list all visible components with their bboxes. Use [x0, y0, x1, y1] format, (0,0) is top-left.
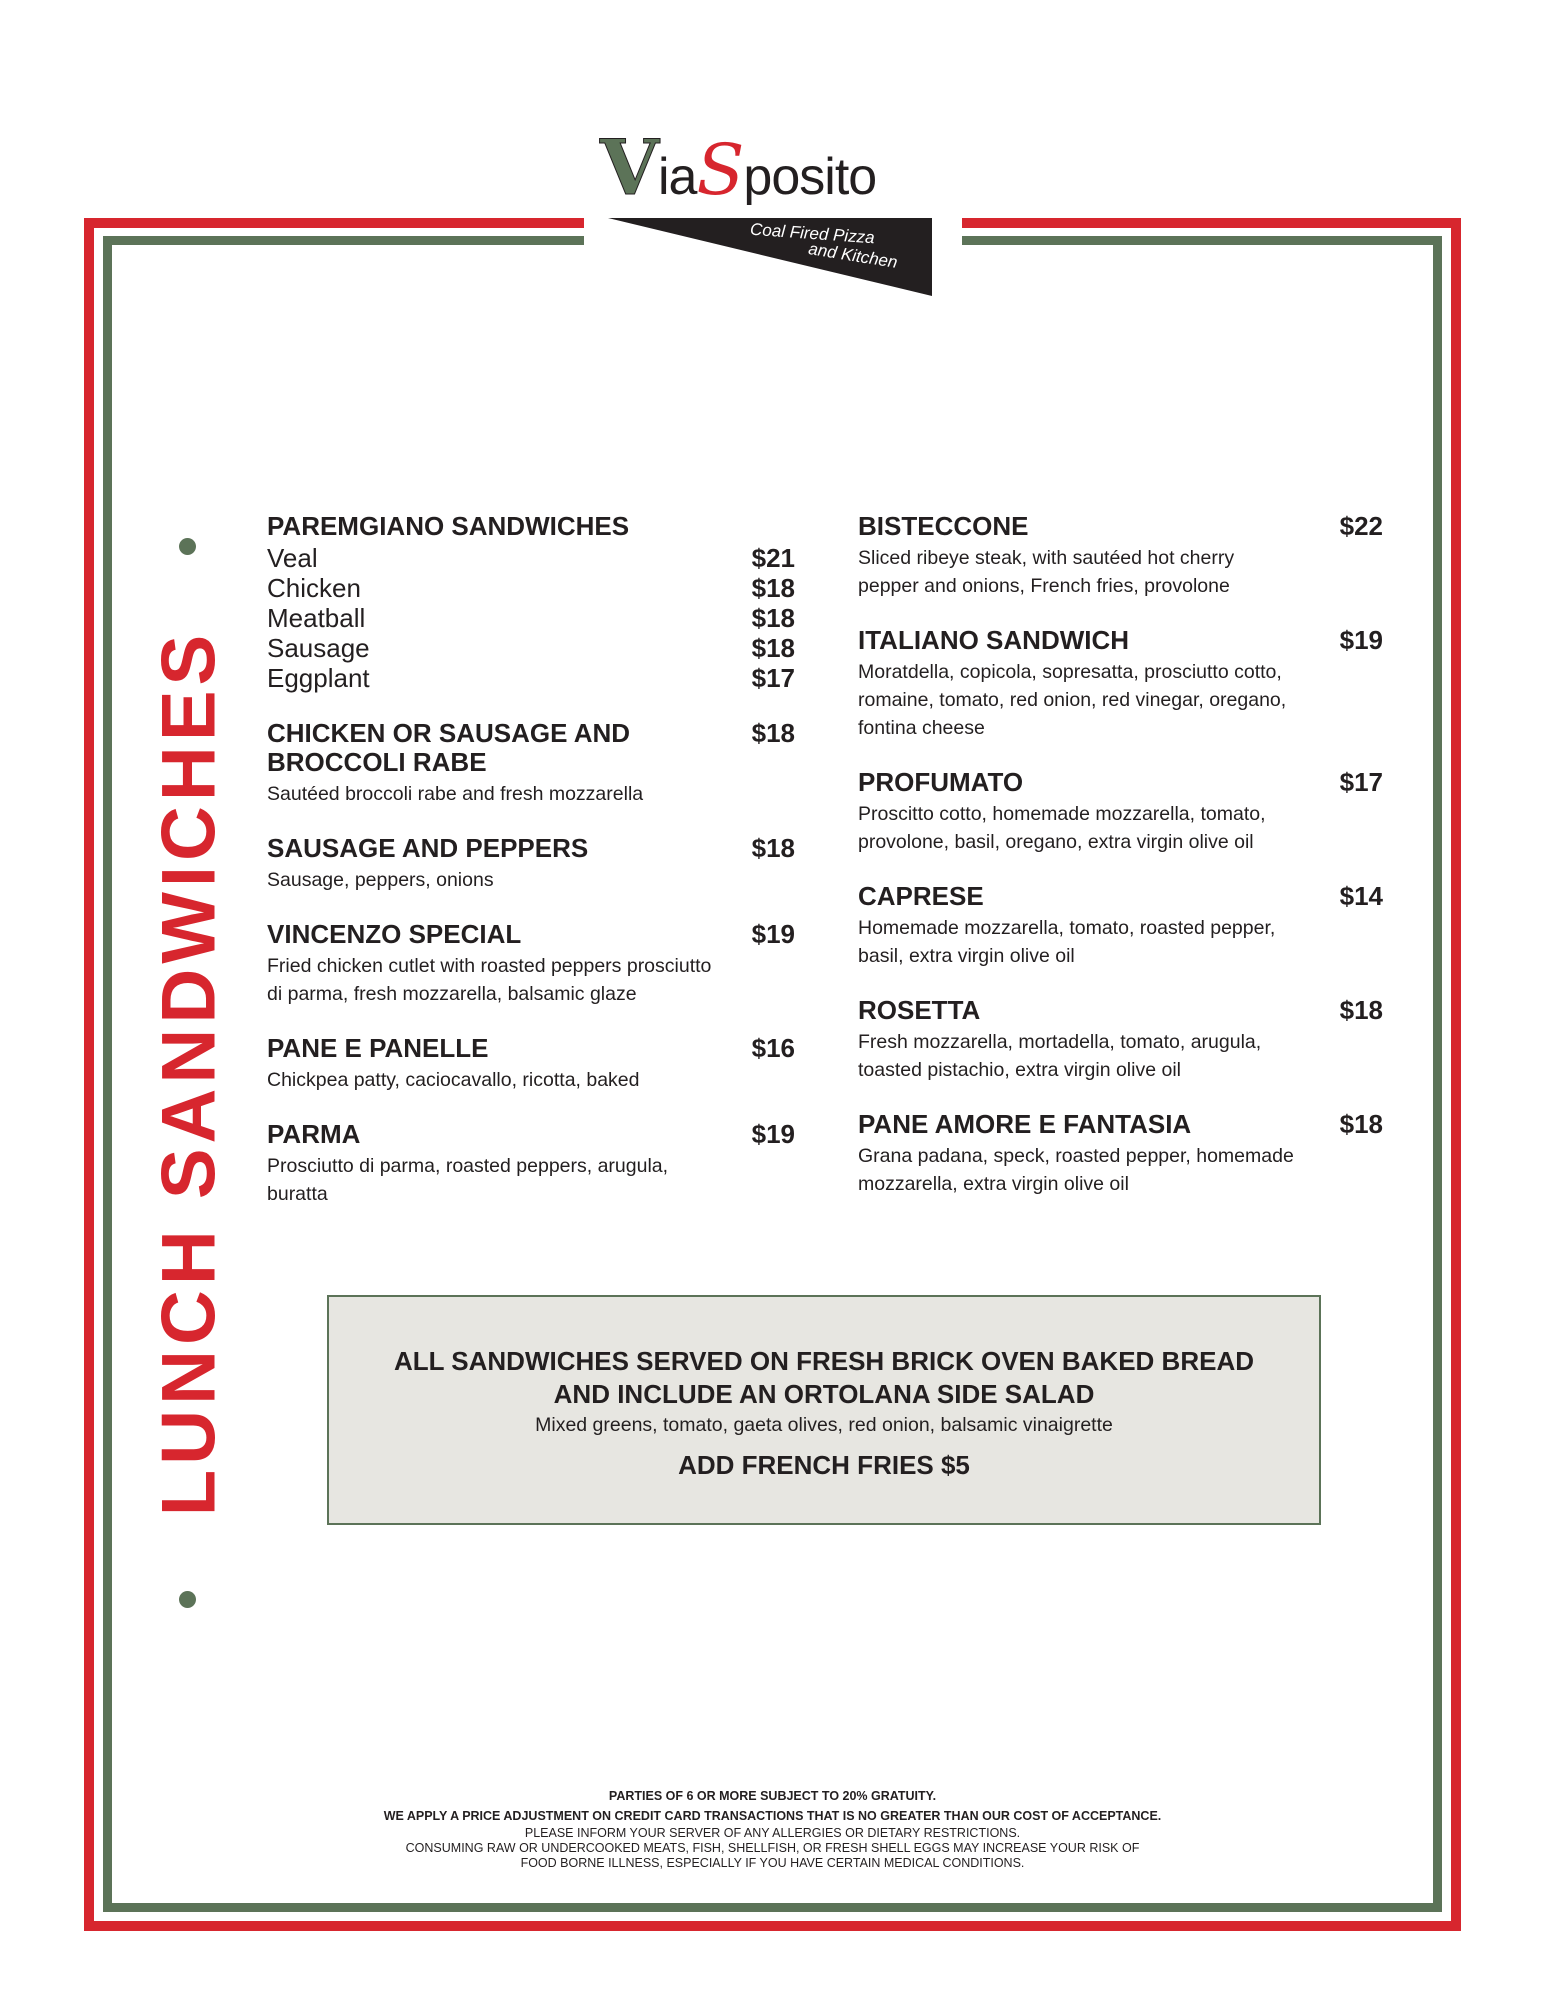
menu-item [858, 512, 1383, 600]
item-name: PAREMGIANO SANDWICHES [267, 511, 630, 541]
item-name: ROSETTA [858, 995, 981, 1025]
item-name: BISTECCONE [858, 511, 1029, 541]
add-fries-note: ADD FRENCH FRIES $5 [678, 1450, 970, 1480]
item-price: $16 [751, 1033, 795, 1063]
item-name: PANE E PANELLE [267, 1033, 489, 1063]
menu-item [858, 882, 1383, 970]
gratuity-note: PARTIES OF 6 OR MORE SUBJECT TO 20% GRATUITY. [608, 1789, 937, 1803]
sub-option [267, 633, 795, 663]
allergy-note: PLEASE INFORM YOUR SERVER OF ANY ALLERGIES OR DIETARY RESTRICTIONS. [524, 1826, 1021, 1840]
item-price: $18 [1339, 995, 1383, 1025]
menu-item [858, 1110, 1383, 1198]
item-description: Homemade mozzarella, tomato, roasted pepper, basil, extra virgin olive oil [858, 917, 1276, 967]
item-name: PANE AMORE E FANTASIA [858, 1109, 1192, 1139]
sub-option-label: Eggplant [267, 663, 370, 693]
side-salad-note-box [327, 1295, 1321, 1525]
consumption-warning-2: FOOD BORNE ILLNESS, ESPECIALLY IF YOU HAVE CERTAIN MEDICAL CONDITIONS. [520, 1856, 1025, 1870]
sub-option-price: $17 [751, 663, 795, 693]
sub-option-label: Meatball [267, 603, 366, 633]
logo-wordmark: ViaSposito [600, 123, 877, 212]
sub-option-label: Veal [267, 543, 318, 573]
item-description: Fresh mozzarella, mortadella, tomato, arugula, toasted pistachio, extra virgin olive oil [858, 1031, 1262, 1081]
item-description: Proscitto cotto, homemade mozzarella, tomato, provolone, basil, oregano, extra virgin olive oil [858, 803, 1266, 853]
item-description: Grana padana, speck, roasted pepper, homemade mozzarella, extra virgin olive oil [858, 1145, 1294, 1195]
footer-disclaimer [300, 1786, 1245, 1871]
menu-item [267, 1034, 795, 1094]
note-line-2: AND INCLUDE AN ORTOLANA SIDE SALAD [553, 1379, 1095, 1409]
item-price: $18 [1339, 1109, 1383, 1139]
item-price: $22 [1339, 511, 1383, 541]
item-name: SAUSAGE AND PEPPERS [267, 833, 589, 863]
item-price: $19 [1339, 625, 1383, 655]
logo-tagline-1: Coal Fired Pizza [749, 219, 876, 248]
side-title-top-dot [179, 538, 196, 555]
item-description: Sausage, peppers, onions [267, 869, 494, 891]
salad-description: Mixed greens, tomato, gaeta olives, red onion, balsamic vinaigrette [535, 1414, 1113, 1436]
sub-option [267, 663, 795, 693]
item-name: PROFUMATO [858, 767, 1024, 797]
item-price: $19 [751, 919, 795, 949]
sub-option-price: $18 [751, 633, 795, 663]
item-name: VINCENZO SPECIAL [267, 919, 522, 949]
item-price: $19 [751, 1119, 795, 1149]
sub-option-label: Chicken [267, 573, 361, 603]
menu-item-paremgiano [267, 512, 795, 693]
note-line-1: ALL SANDWICHES SERVED ON FRESH BRICK OVEN BAKED BREAD [393, 1346, 1254, 1376]
sub-option [267, 603, 795, 633]
menu-item [858, 996, 1383, 1084]
item-description: Moratdella, copicola, sopresatta, prosciutto cotto, romaine, tomato, red onion, red vinegar, oregano, fontina cheese [858, 661, 1287, 739]
sub-option [267, 543, 795, 573]
sub-option-label: Sausage [267, 633, 370, 663]
consumption-warning-1: CONSUMING RAW OR UNDERCOOKED MEATS, FISH, SHELLFISH, OR FRESH SHELL EGGS MAY INCREASE YOUR RISK OF [405, 1841, 1140, 1855]
item-name: PARMA [267, 1119, 361, 1149]
sub-option [267, 573, 795, 603]
menu-item [267, 834, 795, 894]
menu-item [267, 719, 795, 808]
price-adjustment-note: WE APPLY A PRICE ADJUSTMENT ON CREDIT CARD TRANSACTIONS THAT IS NO GREATER THAN OUR COST OF ACCEPTANCE. [383, 1809, 1162, 1823]
item-description: Sautéed broccoli rabe and fresh mozzarella [267, 783, 644, 805]
sub-option-price: $18 [751, 573, 795, 603]
item-price: $14 [1339, 881, 1383, 911]
brand-logo [600, 120, 940, 300]
item-description: Fried chicken cutlet with roasted peppers prosciutto di parma, fresh mozzarella, balsamic glaze [267, 955, 712, 1005]
sub-option-price: $21 [751, 543, 795, 573]
side-title-bottom-dot [179, 1591, 196, 1608]
item-name: ITALIANO SANDWICH [858, 625, 1130, 655]
item-description: Sliced ribeye steak, with sautéed hot cherry pepper and onions, French fries, provolone [858, 547, 1235, 597]
item-price: $17 [1339, 767, 1383, 797]
logo-tagline-2: and Kitchen [807, 239, 899, 272]
menu-item [858, 768, 1383, 856]
side-title: LUNCH SANDWICHES [146, 629, 232, 1517]
right-menu-column [858, 512, 1383, 1224]
menu-item [267, 920, 795, 1008]
sub-option-price: $18 [751, 603, 795, 633]
menu-item [858, 626, 1383, 742]
item-name: CHICKEN OR SAUSAGE AND BROCCOLI RABE [267, 718, 631, 777]
item-name: CAPRESE [858, 881, 984, 911]
left-menu-column [267, 512, 795, 1234]
item-description: Prosciutto di parma, roasted peppers, arugula, buratta [267, 1155, 669, 1205]
item-price: $18 [751, 718, 795, 748]
item-price: $18 [751, 833, 795, 863]
item-description: Chickpea patty, caciocavallo, ricotta, baked [267, 1069, 640, 1091]
menu-item [267, 1120, 795, 1208]
